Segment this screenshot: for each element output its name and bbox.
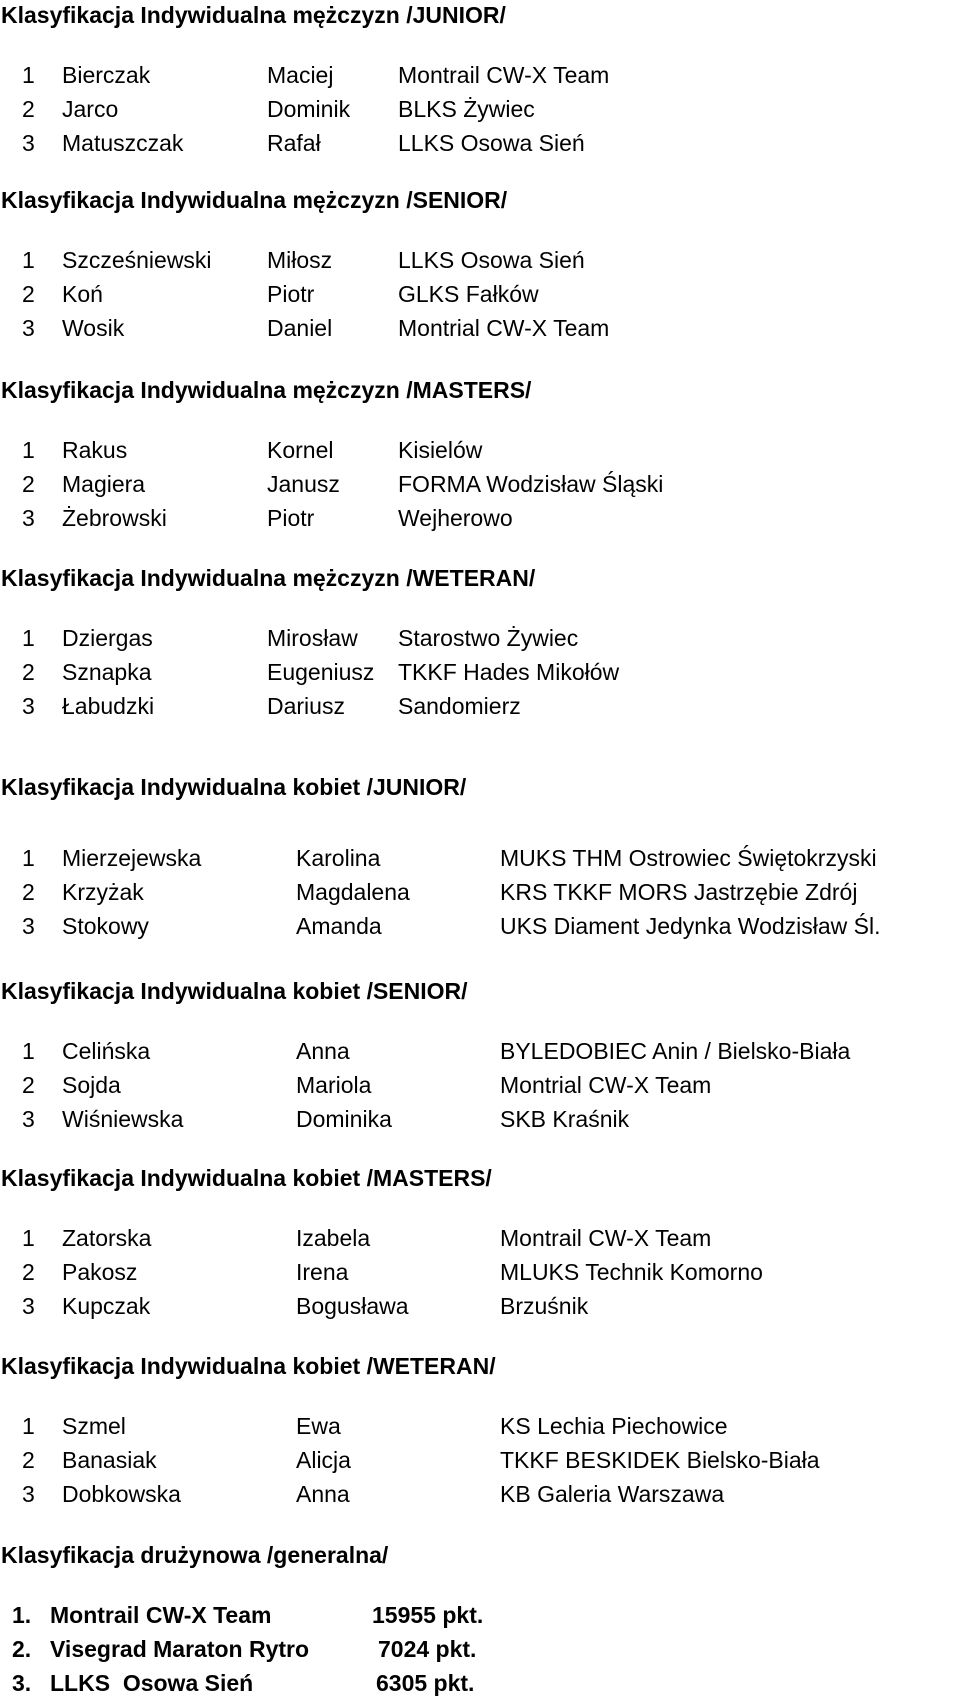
place-number: 1 bbox=[22, 1225, 35, 1251]
place-number: 1 bbox=[22, 62, 35, 88]
club-name: LLKS Osowa Sień bbox=[398, 130, 585, 156]
first-name: Dominika bbox=[296, 1106, 392, 1132]
first-name: Eugeniusz bbox=[267, 659, 375, 685]
club-name: Montrail CW-X Team bbox=[398, 62, 610, 88]
club-name: LLKS Osowa Sień bbox=[398, 247, 585, 273]
surname: Stokowy bbox=[62, 913, 149, 939]
ranking-row bbox=[0, 435, 960, 465]
ranking-section-women-junior bbox=[0, 773, 960, 941]
surname: Krzyżak bbox=[62, 879, 144, 905]
ranking-row bbox=[0, 657, 960, 687]
place-number: 3 bbox=[22, 315, 35, 341]
club-name: KRS TKKF MORS Jastrzębie Zdrój bbox=[500, 879, 858, 905]
ranking-section-women-masters bbox=[0, 1164, 960, 1321]
place-number: 2 bbox=[22, 1072, 35, 1098]
team-name: Montrail CW-X Team bbox=[50, 1602, 272, 1628]
section-title: Klasyfikacja Indywidualna mężczyzn /WETERAN/ bbox=[1, 565, 536, 591]
club-name: MUKS THM Ostrowiec Świętokrzyski bbox=[500, 845, 877, 871]
ranking-row bbox=[0, 1479, 960, 1509]
surname: Magiera bbox=[62, 471, 146, 497]
section-title: Klasyfikacja Indywidualna kobiet /MASTERS/ bbox=[1, 1165, 492, 1191]
place-number: 3 bbox=[22, 1481, 35, 1507]
surname: Zatorska bbox=[62, 1225, 152, 1251]
place-number: 2. bbox=[12, 1636, 32, 1662]
ranking-row bbox=[0, 503, 960, 533]
first-name: Irena bbox=[296, 1259, 349, 1285]
club-name: Starostwo Żywiec bbox=[398, 625, 579, 651]
ranking-section-men-junior bbox=[0, 1, 960, 158]
surname: Mierzejewska bbox=[62, 845, 202, 871]
club-name: TKKF Hades Mikołów bbox=[398, 659, 620, 685]
ranking-section-men-veteran bbox=[0, 564, 960, 721]
first-name: Maciej bbox=[267, 62, 334, 88]
first-name: Anna bbox=[296, 1038, 350, 1064]
first-name: Daniel bbox=[267, 315, 333, 341]
team-name: Visegrad Maraton Rytro bbox=[50, 1636, 310, 1662]
club-name: UKS Diament Jedynka Wodzisław Śl. bbox=[500, 913, 881, 939]
place-number: 3 bbox=[22, 130, 35, 156]
ranking-row bbox=[0, 1291, 960, 1321]
team-ranking-row bbox=[0, 1634, 960, 1664]
place-number: 2 bbox=[22, 1259, 35, 1285]
surname: Szcześniewski bbox=[62, 247, 212, 273]
place-number: 2 bbox=[22, 659, 35, 685]
ranking-section-team-general bbox=[0, 1541, 960, 1698]
place-number: 3 bbox=[22, 1293, 35, 1319]
first-name: Izabela bbox=[296, 1225, 371, 1251]
first-name: Amanda bbox=[296, 913, 382, 939]
place-number: 1 bbox=[22, 247, 35, 273]
ranking-row bbox=[0, 911, 960, 941]
section-title: Klasyfikacja Indywidualna kobiet /WETERAN/ bbox=[1, 1353, 496, 1379]
place-number: 1. bbox=[12, 1602, 32, 1628]
club-name: BLKS Żywiec bbox=[398, 96, 535, 122]
ranking-list bbox=[0, 1411, 960, 1509]
ranking-row bbox=[0, 1223, 960, 1253]
place-number: 2 bbox=[22, 281, 35, 307]
team-ranking-row bbox=[0, 1668, 960, 1698]
first-name: Karolina bbox=[296, 845, 381, 871]
ranking-row bbox=[0, 623, 960, 653]
ranking-row bbox=[0, 128, 960, 158]
surname: Koń bbox=[62, 281, 103, 307]
club-name: Montrial CW-X Team bbox=[500, 1072, 712, 1098]
ranking-row bbox=[0, 469, 960, 499]
first-name: Kornel bbox=[267, 437, 334, 463]
ranking-row bbox=[0, 1036, 960, 1066]
first-name: Mariola bbox=[296, 1072, 372, 1098]
place-number: 1 bbox=[22, 437, 35, 463]
team-points: 6305 pkt. bbox=[376, 1670, 475, 1696]
surname: Matuszczak bbox=[62, 130, 184, 156]
first-name: Magdalena bbox=[296, 879, 410, 905]
place-number: 1 bbox=[22, 1413, 35, 1439]
surname: Dobkowska bbox=[62, 1481, 181, 1507]
ranking-list bbox=[0, 623, 960, 721]
surname: Wosik bbox=[62, 315, 125, 341]
ranking-row bbox=[0, 313, 960, 343]
club-name: FORMA Wodzisław Śląski bbox=[398, 471, 664, 497]
surname: Banasiak bbox=[62, 1447, 157, 1473]
surname: Jarco bbox=[62, 96, 119, 122]
section-title: Klasyfikacja Indywidualna mężczyzn /SENIOR/ bbox=[1, 187, 508, 213]
ranking-row bbox=[0, 843, 960, 873]
surname: Rakus bbox=[62, 437, 128, 463]
ranking-row bbox=[0, 1257, 960, 1287]
section-title: Klasyfikacja drużynowa /generalna/ bbox=[1, 1542, 389, 1568]
section-title: Klasyfikacja Indywidualna mężczyzn /JUNIOR/ bbox=[1, 2, 506, 28]
first-name: Dominik bbox=[267, 96, 351, 122]
surname: Szmel bbox=[62, 1413, 126, 1439]
ranking-row bbox=[0, 1104, 960, 1134]
ranking-row bbox=[0, 1070, 960, 1100]
ranking-list bbox=[0, 60, 960, 158]
ranking-row bbox=[0, 877, 960, 907]
place-number: 1 bbox=[22, 1038, 35, 1064]
surname: Sznapka bbox=[62, 659, 152, 685]
ranking-list bbox=[0, 1036, 960, 1134]
club-name: Sandomierz bbox=[398, 693, 521, 719]
team-ranking-row bbox=[0, 1600, 960, 1630]
ranking-row bbox=[0, 1411, 960, 1441]
first-name: Bogusława bbox=[296, 1293, 409, 1319]
ranking-section-women-senior bbox=[0, 977, 960, 1134]
place-number: 3 bbox=[22, 505, 35, 531]
ranking-section-men-senior bbox=[0, 186, 960, 343]
surname: Łabudzki bbox=[62, 693, 155, 719]
first-name: Rafał bbox=[267, 130, 321, 156]
club-name: SKB Kraśnik bbox=[500, 1106, 630, 1132]
club-name: Wejherowo bbox=[398, 505, 513, 531]
place-number: 1 bbox=[22, 625, 35, 651]
place-number: 2 bbox=[22, 1447, 35, 1473]
place-number: 3. bbox=[12, 1670, 32, 1696]
ranking-section-women-veteran bbox=[0, 1352, 960, 1509]
first-name: Piotr bbox=[267, 505, 315, 531]
first-name: Ewa bbox=[296, 1413, 341, 1439]
team-ranking-list bbox=[0, 1600, 960, 1698]
team-name: LLKS Osowa Sień bbox=[50, 1670, 254, 1696]
ranking-section-men-masters bbox=[0, 376, 960, 533]
first-name: Piotr bbox=[267, 281, 315, 307]
place-number: 3 bbox=[22, 913, 35, 939]
club-name: Kisielów bbox=[398, 437, 483, 463]
ranking-list bbox=[0, 843, 960, 941]
ranking-row bbox=[0, 245, 960, 275]
ranking-row bbox=[0, 691, 960, 721]
section-title: Klasyfikacja Indywidualna kobiet /JUNIOR/ bbox=[1, 774, 467, 800]
place-number: 3 bbox=[22, 1106, 35, 1132]
surname: Dziergas bbox=[62, 625, 153, 651]
surname: Celińska bbox=[62, 1038, 151, 1064]
club-name: KB Galeria Warszawa bbox=[500, 1481, 725, 1507]
club-name: Montrail CW-X Team bbox=[500, 1225, 712, 1251]
first-name: Miłosz bbox=[267, 247, 333, 273]
ranking-list bbox=[0, 1223, 960, 1321]
club-name: Brzuśnik bbox=[500, 1293, 589, 1319]
ranking-list bbox=[0, 245, 960, 343]
club-name: Montrial CW-X Team bbox=[398, 315, 610, 341]
section-title: Klasyfikacja Indywidualna mężczyzn /MASTERS/ bbox=[1, 377, 532, 403]
club-name: TKKF BESKIDEK Bielsko-Biała bbox=[500, 1447, 820, 1473]
first-name: Alicja bbox=[296, 1447, 351, 1473]
team-points: 15955 pkt. bbox=[372, 1602, 484, 1628]
surname: Sojda bbox=[62, 1072, 121, 1098]
club-name: BYLEDOBIEC Anin / Bielsko-Biała bbox=[500, 1038, 851, 1064]
first-name: Janusz bbox=[267, 471, 340, 497]
section-title: Klasyfikacja Indywidualna kobiet /SENIOR/ bbox=[1, 978, 468, 1004]
ranking-row bbox=[0, 60, 960, 90]
ranking-list bbox=[0, 435, 960, 533]
club-name: GLKS Fałków bbox=[398, 281, 539, 307]
club-name: KS Lechia Piechowice bbox=[500, 1413, 728, 1439]
place-number: 3 bbox=[22, 693, 35, 719]
surname: Bierczak bbox=[62, 62, 151, 88]
first-name: Mirosław bbox=[267, 625, 358, 651]
surname: Wiśniewska bbox=[62, 1106, 184, 1132]
place-number: 2 bbox=[22, 471, 35, 497]
ranking-row bbox=[0, 94, 960, 124]
surname: Żebrowski bbox=[62, 505, 167, 531]
club-name: MLUKS Technik Komorno bbox=[500, 1259, 763, 1285]
first-name: Anna bbox=[296, 1481, 350, 1507]
surname: Pakosz bbox=[62, 1259, 138, 1285]
first-name: Dariusz bbox=[267, 693, 345, 719]
place-number: 2 bbox=[22, 879, 35, 905]
place-number: 2 bbox=[22, 96, 35, 122]
place-number: 1 bbox=[22, 845, 35, 871]
ranking-row bbox=[0, 1445, 960, 1475]
ranking-row bbox=[0, 279, 960, 309]
surname: Kupczak bbox=[62, 1293, 151, 1319]
team-points: 7024 pkt. bbox=[378, 1636, 477, 1662]
